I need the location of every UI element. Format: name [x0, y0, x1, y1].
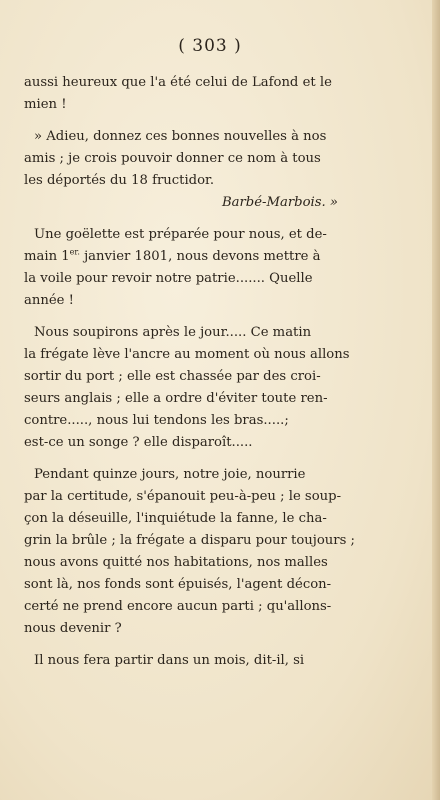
page-binding-edge: [432, 0, 440, 800]
text-line: la frégate lève l'ancre au moment où nous allons: [24, 347, 350, 362]
text-line: mien !: [24, 97, 67, 112]
text-line: certé ne prend encore aucun parti ; qu'allons-: [24, 599, 332, 614]
text-line: çon la déseuille, l'inquiétude la fanne, le cha-: [24, 511, 327, 526]
text-line: Une goëlette est préparée pour nous, et de-: [34, 227, 327, 242]
text-line: Il nous fera partir dans un mois, dit-il, si: [34, 653, 305, 668]
text-line: nous avons quitté nos habitations, nos malles: [24, 555, 328, 570]
text-line: Pendant quinze jours, notre joie, nourrie: [34, 467, 306, 482]
text-line: amis ; je crois pouvoir donner ce nom à tous: [24, 151, 321, 166]
page-body: [24, 72, 355, 672]
text-line: les déportés du 18 fructidor.: [24, 173, 215, 188]
text-line: est-ce un songe ? elle disparoît.....: [24, 435, 253, 450]
text-line: par la certitude, s'épanouit peu-à-peu ; le soup-: [24, 489, 342, 504]
text-line: Nous soupirons après le jour..... Ce matin: [34, 325, 312, 340]
text-line: année !: [24, 293, 74, 308]
text-line: aussi heureux que l'a été celui de Lafond et le: [24, 75, 332, 90]
text-line: nous devenir ?: [24, 621, 122, 636]
text-line: grin la brûle ; la frégate a disparu pour toujours ;: [24, 533, 355, 548]
text-line: sortir du port ; elle est chassée par des croi-: [24, 369, 321, 384]
letter-signature: Barbé-Marbois. »: [221, 195, 338, 210]
text-line: main $1^{er.}$ janvier 1801, nous devons mettre à: [24, 247, 321, 264]
page-number: ( 303 ): [178, 36, 242, 56]
text-line: la voile pour revoir notre patrie....... Quelle: [24, 271, 313, 286]
text-line: sont là, nos fonds sont épuisés, l'agent décon-: [24, 577, 332, 592]
text-line: seurs anglais ; elle a ordre d'éviter toute ren-: [24, 391, 328, 406]
text-line: » Adieu, donnez ces bonnes nouvelles à nos: [34, 129, 327, 144]
text-line: contre....., nous lui tendons les bras.....;: [24, 413, 289, 428]
